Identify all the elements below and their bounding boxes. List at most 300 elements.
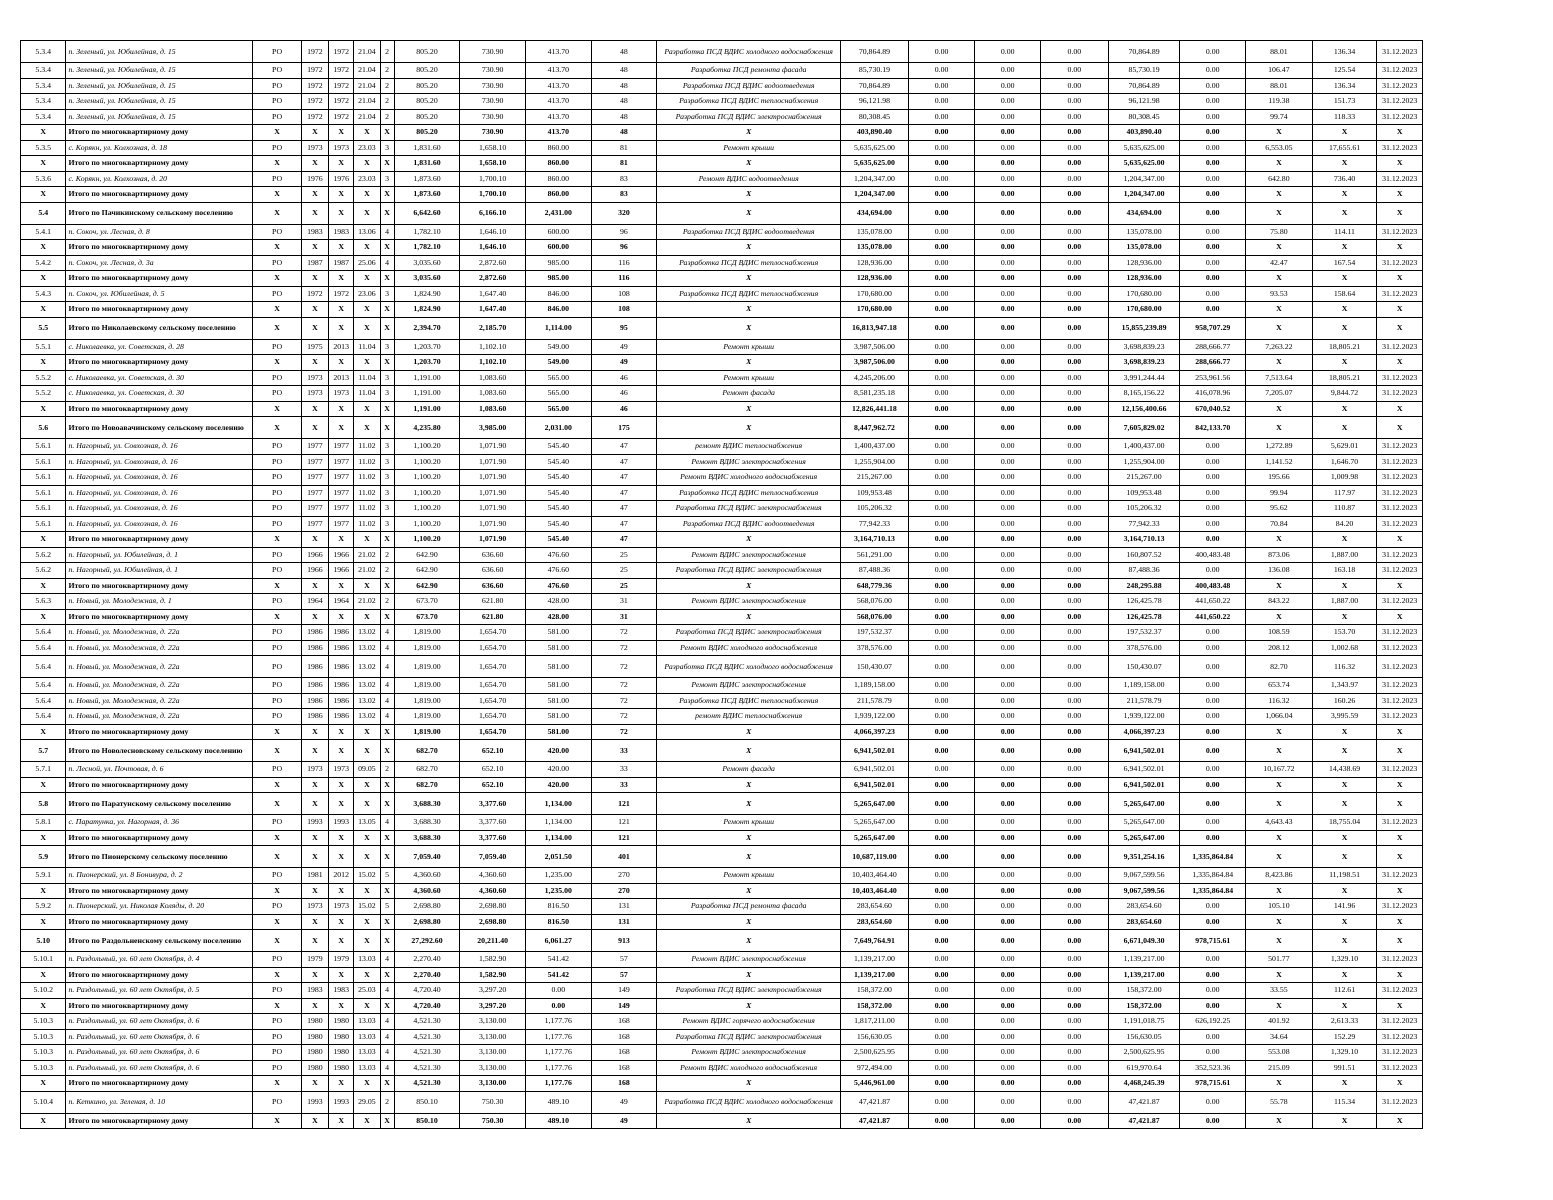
cost-other-cell: 0.00 — [1180, 914, 1246, 930]
cost-regional-cell: 0.00 — [975, 594, 1041, 610]
cost-fund-cell: 0.00 — [908, 109, 975, 125]
cost-total-cell: 85,730.19 — [841, 63, 909, 79]
nonliving-area-cell: 413.70 — [525, 78, 591, 94]
year-renovated-cell: 1983 — [329, 983, 354, 999]
cost-total-cell: 283,654.60 — [841, 899, 909, 915]
completion-date-cell: X — [1377, 271, 1423, 287]
year-renovated-cell: X — [329, 240, 354, 256]
max-unit-cost-cell: X — [1312, 302, 1377, 318]
cost-owners-cell: 1,400,437.00 — [1108, 439, 1180, 455]
cost-owners-cell: 1,139,217.00 — [1108, 952, 1180, 968]
cost-local-cell: 0.00 — [1041, 777, 1109, 793]
cost-fund-cell: 0.00 — [908, 78, 975, 94]
living-area-cell: 3,377.60 — [460, 830, 526, 846]
residents-cell: 57 — [591, 967, 657, 983]
work-type-cell: Ремонт ВДИС водоотведения — [657, 171, 841, 187]
work-type-cell: Разработка ПСД ремонта фасада — [657, 63, 841, 79]
cost-regional-cell: 0.00 — [975, 470, 1041, 486]
cost-total-cell: 80,308.45 — [841, 109, 909, 125]
max-unit-cost-cell: X — [1312, 355, 1377, 371]
living-area-cell: 4,360.60 — [460, 868, 526, 884]
year-built-cell: 1977 — [301, 470, 328, 486]
cost-local-cell: 0.00 — [1041, 454, 1109, 470]
max-unit-cost-cell: 14,438.69 — [1312, 762, 1377, 778]
address-cell: п. Нагорный, ул. Совхозная, д. 16 — [66, 454, 253, 470]
residents-cell: 48 — [591, 125, 657, 141]
year-renovated-cell: X — [329, 740, 354, 762]
floors-cell: 3 — [380, 516, 394, 532]
unit-cost-cell: 108.59 — [1246, 625, 1313, 641]
owner-type-cell: X — [253, 1076, 301, 1092]
owner-type-cell: X — [253, 793, 301, 815]
completion-date-cell: 31.12.2023 — [1377, 656, 1423, 678]
cost-other-cell: 0.00 — [1180, 140, 1246, 156]
living-area-cell: 2,698.80 — [460, 914, 526, 930]
floors-cell: X — [380, 355, 394, 371]
year-renovated-cell: 1986 — [329, 625, 354, 641]
address-cell: п. Новый, ул. Молодежная, д. 22а — [66, 678, 253, 694]
total-area-cell: 682.70 — [394, 740, 460, 762]
cost-local-cell: 0.00 — [1041, 255, 1109, 271]
cost-other-cell: 0.00 — [1180, 125, 1246, 141]
year-renovated-cell: 1977 — [329, 516, 354, 532]
cost-local-cell: 0.00 — [1041, 532, 1109, 548]
cost-local-cell: 0.00 — [1041, 140, 1109, 156]
residents-cell: 49 — [591, 339, 657, 355]
year-built-cell: 1972 — [301, 63, 328, 79]
completion-date-cell: 31.12.2023 — [1377, 563, 1423, 579]
cost-owners-cell: 1,204,347.00 — [1108, 187, 1180, 203]
item-number-cell: 5.10.3 — [21, 1060, 66, 1076]
floors-cell: 3 — [380, 485, 394, 501]
completion-date-cell: 31.12.2023 — [1377, 140, 1423, 156]
cost-other-cell: 0.00 — [1180, 640, 1246, 656]
owner-type-cell: X — [253, 532, 301, 548]
owner-type-cell: X — [253, 777, 301, 793]
work-type-cell: Ремонт ВДИС холодного водоснабжения — [657, 1060, 841, 1076]
cost-local-cell: 0.00 — [1041, 1076, 1109, 1092]
cost-regional-cell: 0.00 — [975, 899, 1041, 915]
date-cell: X — [354, 271, 380, 287]
nonliving-area-cell: 428.00 — [525, 594, 591, 610]
nonliving-area-cell: 985.00 — [525, 255, 591, 271]
nonliving-area-cell: 413.70 — [525, 94, 591, 110]
cost-total-cell: 3,164,710.13 — [841, 532, 909, 548]
item-number-cell: 5.10.3 — [21, 1014, 66, 1030]
cost-local-cell: 0.00 — [1041, 762, 1109, 778]
unit-cost-cell: 401.92 — [1246, 1014, 1313, 1030]
cost-fund-cell: 0.00 — [908, 793, 975, 815]
date-cell: 25.03 — [354, 983, 380, 999]
cost-fund-cell: 0.00 — [908, 516, 975, 532]
completion-date-cell: X — [1377, 930, 1423, 952]
cost-regional-cell: 0.00 — [975, 417, 1041, 439]
cost-local-cell: 0.00 — [1041, 693, 1109, 709]
cost-owners-cell: 1,189,158.00 — [1108, 678, 1180, 694]
work-type-cell: X — [657, 793, 841, 815]
address-cell: Итого по Паратунскому сельскому поселению — [66, 793, 253, 815]
total-area-cell: 805.20 — [394, 63, 460, 79]
item-number-cell: X — [21, 187, 66, 203]
work-type-cell: Ремонт крыши — [657, 868, 841, 884]
cost-fund-cell: 0.00 — [908, 63, 975, 79]
total-area-cell: 1,873.60 — [394, 171, 460, 187]
date-cell: X — [354, 883, 380, 899]
date-cell: 21.02 — [354, 547, 380, 563]
residents-cell: 47 — [591, 532, 657, 548]
living-area-cell: 20,211.40 — [460, 930, 526, 952]
year-renovated-cell: X — [329, 156, 354, 172]
total-row — [21, 914, 1423, 930]
cost-owners-cell: 3,164,710.13 — [1108, 532, 1180, 548]
unit-cost-cell: 1,272.89 — [1246, 439, 1313, 455]
max-unit-cost-cell: 136.34 — [1312, 41, 1377, 63]
total-row — [21, 830, 1423, 846]
cost-total-cell: 135,078.00 — [841, 224, 909, 240]
nonliving-area-cell: 545.40 — [525, 470, 591, 486]
cost-total-cell: 77,942.33 — [841, 516, 909, 532]
total-area-cell: 3,688.30 — [394, 793, 460, 815]
date-cell: 23.06 — [354, 286, 380, 302]
cost-local-cell: 0.00 — [1041, 709, 1109, 725]
cost-owners-cell: 158,372.00 — [1108, 983, 1180, 999]
nonliving-area-cell: 860.00 — [525, 187, 591, 203]
item-number-cell: 5.10.3 — [21, 1029, 66, 1045]
living-area-cell: 3,130.00 — [460, 1060, 526, 1076]
unit-cost-cell: X — [1246, 532, 1313, 548]
work-type-cell: X — [657, 578, 841, 594]
nonliving-area-cell: 581.00 — [525, 625, 591, 641]
year-built-cell: 1986 — [301, 640, 328, 656]
max-unit-cost-cell: 112.61 — [1312, 983, 1377, 999]
date-cell: 09.05 — [354, 762, 380, 778]
year-renovated-cell: X — [329, 998, 354, 1014]
total-area-cell: 3,688.30 — [394, 815, 460, 831]
year-renovated-cell: 1973 — [329, 762, 354, 778]
address-cell: Итого по многоквартирному дому — [66, 998, 253, 1014]
item-number-cell: X — [21, 302, 66, 318]
nonliving-area-cell: 1,235.00 — [525, 868, 591, 884]
completion-date-cell: X — [1377, 532, 1423, 548]
owner-type-cell: X — [253, 998, 301, 1014]
work-type-cell: ремонт ВДИС теплоснабжения — [657, 709, 841, 725]
floors-cell: X — [380, 202, 394, 224]
year-renovated-cell: 1972 — [329, 41, 354, 63]
date-cell: X — [354, 202, 380, 224]
table-row — [21, 386, 1423, 402]
item-number-cell: 5.3.4 — [21, 94, 66, 110]
year-renovated-cell: 1977 — [329, 501, 354, 517]
living-area-cell: 1,071.90 — [460, 439, 526, 455]
cost-other-cell: 0.00 — [1180, 454, 1246, 470]
cost-fund-cell: 0.00 — [908, 355, 975, 371]
cost-fund-cell: 0.00 — [908, 930, 975, 952]
unit-cost-cell: X — [1246, 914, 1313, 930]
date-cell: 11.02 — [354, 439, 380, 455]
cost-fund-cell: 0.00 — [908, 271, 975, 287]
cost-other-cell: 0.00 — [1180, 224, 1246, 240]
completion-date-cell: X — [1377, 401, 1423, 417]
cost-local-cell: 0.00 — [1041, 883, 1109, 899]
cost-owners-cell: 1,204,347.00 — [1108, 171, 1180, 187]
address-cell: Итого по многоквартирному дому — [66, 187, 253, 203]
residents-cell: 96 — [591, 240, 657, 256]
date-cell: X — [354, 156, 380, 172]
table-row — [21, 656, 1423, 678]
item-number-cell: X — [21, 271, 66, 287]
cost-local-cell: 0.00 — [1041, 724, 1109, 740]
living-area-cell: 652.10 — [460, 762, 526, 778]
living-area-cell: 730.90 — [460, 109, 526, 125]
unit-cost-cell: 873.06 — [1246, 547, 1313, 563]
max-unit-cost-cell: 160.26 — [1312, 693, 1377, 709]
cost-regional-cell: 0.00 — [975, 678, 1041, 694]
residents-cell: 96 — [591, 224, 657, 240]
address-cell: Итого по многоквартирному дому — [66, 302, 253, 318]
cost-total-cell: 1,139,217.00 — [841, 967, 909, 983]
address-cell: п. Зеленый, ул. Юбилейная, д. 15 — [66, 94, 253, 110]
total-area-cell: 1,819.00 — [394, 656, 460, 678]
total-area-cell: 4,521.30 — [394, 1045, 460, 1061]
date-cell: 21.04 — [354, 41, 380, 63]
total-area-cell: 1,203.70 — [394, 339, 460, 355]
item-number-cell: X — [21, 967, 66, 983]
cost-local-cell: 0.00 — [1041, 914, 1109, 930]
residents-cell: 31 — [591, 609, 657, 625]
owner-type-cell: X — [253, 271, 301, 287]
cost-other-cell: 0.00 — [1180, 187, 1246, 203]
cost-local-cell: 0.00 — [1041, 830, 1109, 846]
table-row — [21, 171, 1423, 187]
work-type-cell: Ремонт крыши — [657, 370, 841, 386]
date-cell: X — [354, 240, 380, 256]
year-renovated-cell: 1986 — [329, 640, 354, 656]
item-number-cell: 5.7 — [21, 740, 66, 762]
cost-owners-cell: 9,067,599.56 — [1108, 868, 1180, 884]
date-cell: X — [354, 724, 380, 740]
owner-type-cell: РО — [253, 625, 301, 641]
floors-cell: X — [380, 187, 394, 203]
cost-local-cell: 0.00 — [1041, 302, 1109, 318]
owner-type-cell: X — [253, 740, 301, 762]
residents-cell: 116 — [591, 255, 657, 271]
cost-local-cell: 0.00 — [1041, 1091, 1109, 1113]
owner-type-cell: X — [253, 609, 301, 625]
unit-cost-cell: X — [1246, 401, 1313, 417]
cost-regional-cell: 0.00 — [975, 202, 1041, 224]
cost-fund-cell: 0.00 — [908, 846, 975, 868]
year-built-cell: 1979 — [301, 952, 328, 968]
floors-cell: 3 — [380, 370, 394, 386]
cost-local-cell: 0.00 — [1041, 578, 1109, 594]
date-cell: X — [354, 401, 380, 417]
address-cell: п. Раздольный, ул. 60 лет Октября, д. 5 — [66, 983, 253, 999]
cost-regional-cell: 0.00 — [975, 156, 1041, 172]
unit-cost-cell: 6,553.05 — [1246, 140, 1313, 156]
living-area-cell: 1,654.70 — [460, 678, 526, 694]
cost-other-cell: 0.00 — [1180, 271, 1246, 287]
address-cell: Итого по многоквартирному дому — [66, 401, 253, 417]
cost-owners-cell: 248,295.88 — [1108, 578, 1180, 594]
unit-cost-cell: X — [1246, 417, 1313, 439]
max-unit-cost-cell: X — [1312, 967, 1377, 983]
table-row — [21, 709, 1423, 725]
unit-cost-cell: 70.84 — [1246, 516, 1313, 532]
max-unit-cost-cell: 1,646.70 — [1312, 454, 1377, 470]
floors-cell: X — [380, 914, 394, 930]
unit-cost-cell: X — [1246, 156, 1313, 172]
cost-fund-cell: 0.00 — [908, 762, 975, 778]
nonliving-area-cell: 600.00 — [525, 240, 591, 256]
year-renovated-cell: 2013 — [329, 370, 354, 386]
floors-cell: X — [380, 1113, 394, 1129]
residents-cell: 72 — [591, 656, 657, 678]
floors-cell: 3 — [380, 501, 394, 517]
year-renovated-cell: X — [329, 609, 354, 625]
cost-regional-cell: 0.00 — [975, 914, 1041, 930]
year-built-cell: X — [301, 830, 328, 846]
table-row — [21, 286, 1423, 302]
cost-fund-cell: 0.00 — [908, 914, 975, 930]
cost-owners-cell: 197,532.37 — [1108, 625, 1180, 641]
cost-owners-cell: 87,488.36 — [1108, 563, 1180, 579]
total-area-cell: 1,191.00 — [394, 370, 460, 386]
owner-type-cell: РО — [253, 678, 301, 694]
floors-cell: 2 — [380, 94, 394, 110]
living-area-cell: 1,654.70 — [460, 625, 526, 641]
max-unit-cost-cell: 151.73 — [1312, 94, 1377, 110]
work-type-cell: Разработка ПСД ВДИС теплоснабжения — [657, 286, 841, 302]
item-number-cell: 5.6.4 — [21, 656, 66, 678]
owner-type-cell: X — [253, 1113, 301, 1129]
cost-fund-cell: 0.00 — [908, 401, 975, 417]
cost-total-cell: 10,687,119.00 — [841, 846, 909, 868]
total-row — [21, 777, 1423, 793]
floors-cell: 4 — [380, 224, 394, 240]
floors-cell: 2 — [380, 1091, 394, 1113]
cost-fund-cell: 0.00 — [908, 777, 975, 793]
cost-total-cell: 5,265,647.00 — [841, 830, 909, 846]
cost-local-cell: 0.00 — [1041, 370, 1109, 386]
floors-cell: 4 — [380, 952, 394, 968]
living-area-cell: 3,130.00 — [460, 1029, 526, 1045]
cost-total-cell: 1,204,347.00 — [841, 187, 909, 203]
cost-regional-cell: 0.00 — [975, 339, 1041, 355]
cost-total-cell: 109,953.48 — [841, 485, 909, 501]
completion-date-cell: X — [1377, 417, 1423, 439]
living-area-cell: 730.90 — [460, 78, 526, 94]
cost-total-cell: 10,403,464.40 — [841, 868, 909, 884]
date-cell: 13.05 — [354, 815, 380, 831]
nonliving-area-cell: 846.00 — [525, 286, 591, 302]
total-row — [21, 998, 1423, 1014]
item-number-cell: 5.3.4 — [21, 41, 66, 63]
total-row — [21, 740, 1423, 762]
table-row — [21, 224, 1423, 240]
address-cell: п. Новый, ул. Молодежная, д. 22а — [66, 656, 253, 678]
work-type-cell: Разработка ПСД ВДИС электроснабжения — [657, 109, 841, 125]
table-row — [21, 516, 1423, 532]
item-number-cell: 5.4.1 — [21, 224, 66, 240]
floors-cell: X — [380, 930, 394, 952]
residents-cell: 401 — [591, 846, 657, 868]
unit-cost-cell: X — [1246, 793, 1313, 815]
unit-cost-cell: 653.74 — [1246, 678, 1313, 694]
residents-cell: 48 — [591, 63, 657, 79]
year-built-cell: X — [301, 998, 328, 1014]
address-cell: п. Пионерский, ул. 8 Бонивура, д. 2 — [66, 868, 253, 884]
residents-cell: 33 — [591, 777, 657, 793]
completion-date-cell: X — [1377, 1113, 1423, 1129]
item-number-cell: 5.6.1 — [21, 454, 66, 470]
residents-cell: 168 — [591, 1076, 657, 1092]
total-area-cell: 4,235.80 — [394, 417, 460, 439]
cost-other-cell: 1,335,864.84 — [1180, 846, 1246, 868]
item-number-cell: 5.4 — [21, 202, 66, 224]
item-number-cell: 5.3.4 — [21, 78, 66, 94]
date-cell: 21.04 — [354, 109, 380, 125]
work-type-cell: X — [657, 271, 841, 287]
item-number-cell: 5.10.1 — [21, 952, 66, 968]
cost-total-cell: 87,488.36 — [841, 563, 909, 579]
cost-regional-cell: 0.00 — [975, 140, 1041, 156]
year-built-cell: X — [301, 1113, 328, 1129]
living-area-cell: 730.90 — [460, 41, 526, 63]
nonliving-area-cell: 545.40 — [525, 501, 591, 517]
living-area-cell: 1,071.90 — [460, 470, 526, 486]
year-renovated-cell: X — [329, 317, 354, 339]
cost-fund-cell: 0.00 — [908, 899, 975, 915]
cost-fund-cell: 0.00 — [908, 470, 975, 486]
year-renovated-cell: 1983 — [329, 224, 354, 240]
cost-owners-cell: 5,265,647.00 — [1108, 815, 1180, 831]
floors-cell: X — [380, 532, 394, 548]
unit-cost-cell: X — [1246, 967, 1313, 983]
table-row — [21, 470, 1423, 486]
cost-total-cell: 70,864.89 — [841, 78, 909, 94]
cost-fund-cell: 0.00 — [908, 868, 975, 884]
owner-type-cell: X — [253, 187, 301, 203]
table-row — [21, 339, 1423, 355]
year-renovated-cell: 2012 — [329, 868, 354, 884]
cost-owners-cell: 1,139,217.00 — [1108, 967, 1180, 983]
nonliving-area-cell: 1,177.76 — [525, 1045, 591, 1061]
floors-cell: 3 — [380, 140, 394, 156]
cost-owners-cell: 5,635,625.00 — [1108, 156, 1180, 172]
total-area-cell: 642.90 — [394, 578, 460, 594]
total-area-cell: 1,782.10 — [394, 224, 460, 240]
cost-local-cell: 0.00 — [1041, 187, 1109, 203]
residents-cell: 83 — [591, 187, 657, 203]
item-number-cell: 5.10 — [21, 930, 66, 952]
cost-fund-cell: 0.00 — [908, 1014, 975, 1030]
cost-owners-cell: 215,267.00 — [1108, 470, 1180, 486]
cost-owners-cell: 5,635,625.00 — [1108, 140, 1180, 156]
address-cell: п. Новый, ул. Молодежная, д. 1 — [66, 594, 253, 610]
date-cell: 23.03 — [354, 171, 380, 187]
max-unit-cost-cell: 110.87 — [1312, 501, 1377, 517]
floors-cell: 4 — [380, 678, 394, 694]
cost-owners-cell: 80,308.45 — [1108, 109, 1180, 125]
cost-regional-cell: 0.00 — [975, 125, 1041, 141]
cost-total-cell: 5,635,625.00 — [841, 156, 909, 172]
address-cell: Итого по многоквартирному дому — [66, 1113, 253, 1129]
cost-total-cell: 1,189,158.00 — [841, 678, 909, 694]
cost-other-cell: 0.00 — [1180, 286, 1246, 302]
total-row — [21, 202, 1423, 224]
completion-date-cell: 31.12.2023 — [1377, 762, 1423, 778]
cost-other-cell: 0.00 — [1180, 563, 1246, 579]
